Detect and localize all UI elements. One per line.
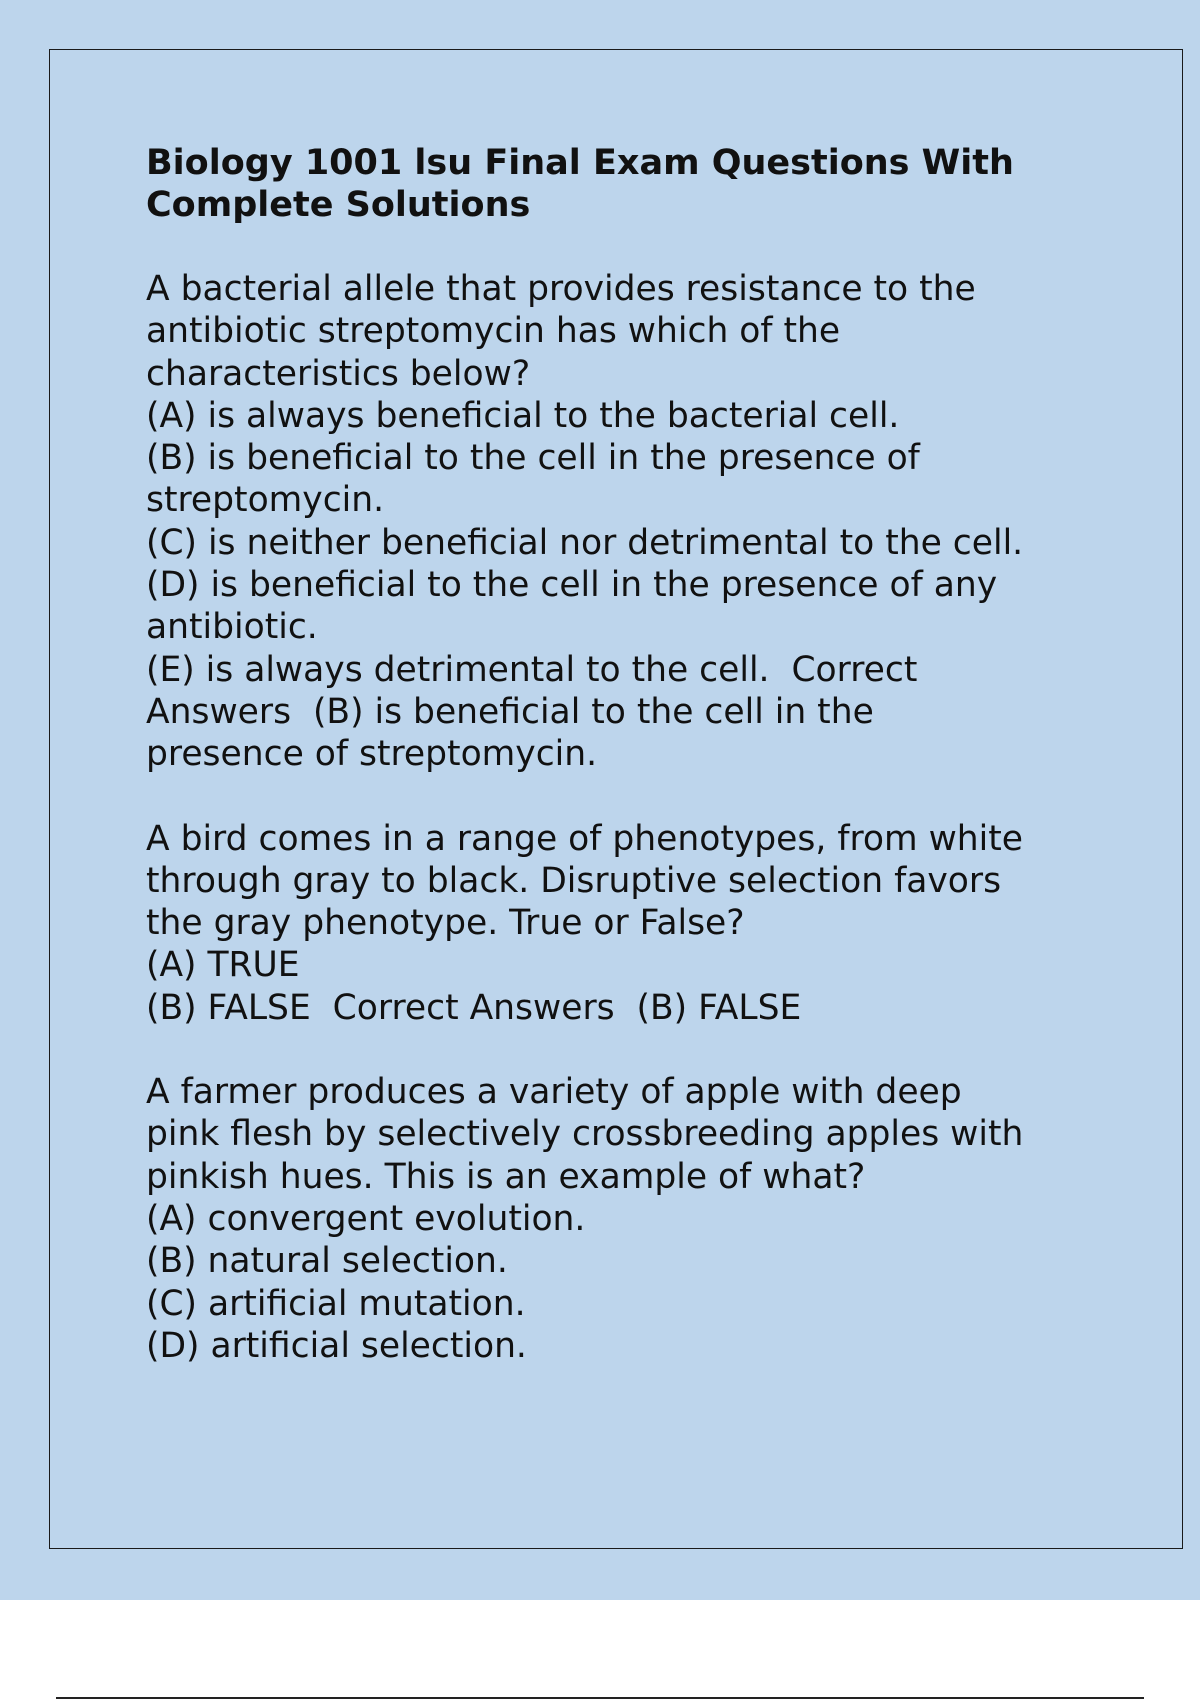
question-line: (B) natural selection. — [146, 1241, 508, 1282]
question-line: through gray to black. Disruptive selection favors — [146, 860, 1002, 901]
question-line: (D) is beneficial to the cell in the presence of any — [146, 565, 998, 606]
question-line: streptomycin. — [146, 480, 385, 521]
question-line: Answers (B) is beneficial to the cell in the — [146, 691, 874, 732]
question-line: (A) is always beneficial to the bacterial cell. — [146, 395, 900, 436]
document-title — [146, 142, 1096, 226]
question-3 — [146, 1071, 1096, 1367]
question-line: (B) FALSE Correct Answers (B) FALSE — [146, 987, 802, 1028]
question-line: characteristics below? — [146, 353, 531, 394]
question-line: pinkish hues. This is an example of what? — [146, 1156, 866, 1197]
question-line: the gray phenotype. True or False? — [146, 903, 745, 944]
question-line: (B) is beneficial to the cell in the presence of — [146, 438, 920, 479]
question-2 — [146, 818, 1096, 1029]
document-content — [146, 142, 1096, 1409]
question-line: A bird comes in a range of phenotypes, from white — [146, 818, 1023, 859]
title-line: Complete Solutions — [146, 185, 531, 225]
question-line: A bacterial allele that provides resistance to the — [146, 269, 976, 309]
question-line: (C) artificial mutation. — [146, 1283, 526, 1324]
question-line: antibiotic. — [146, 607, 318, 648]
question-line: (A) TRUE — [146, 945, 300, 986]
question-line: (C) is neither beneficial nor detrimental to the cell. — [146, 522, 1024, 563]
question-line: antibiotic streptomycin has which of the — [146, 311, 841, 352]
question-line: pink flesh by selectively crossbreeding apples with — [146, 1114, 1024, 1155]
question-1 — [146, 268, 1096, 776]
question-line: (A) convergent evolution. — [146, 1198, 586, 1239]
question-line: (E) is always detrimental to the cell. Correct — [146, 649, 918, 690]
footer-rule — [56, 1697, 1144, 1699]
question-line: A farmer produces a variety of apple with deep — [146, 1072, 962, 1113]
title-line: Biology 1001 lsu Final Exam Questions With — [146, 143, 1014, 183]
question-line: (D) artificial selection. — [146, 1325, 527, 1366]
question-line: presence of streptomycin. — [146, 734, 598, 775]
